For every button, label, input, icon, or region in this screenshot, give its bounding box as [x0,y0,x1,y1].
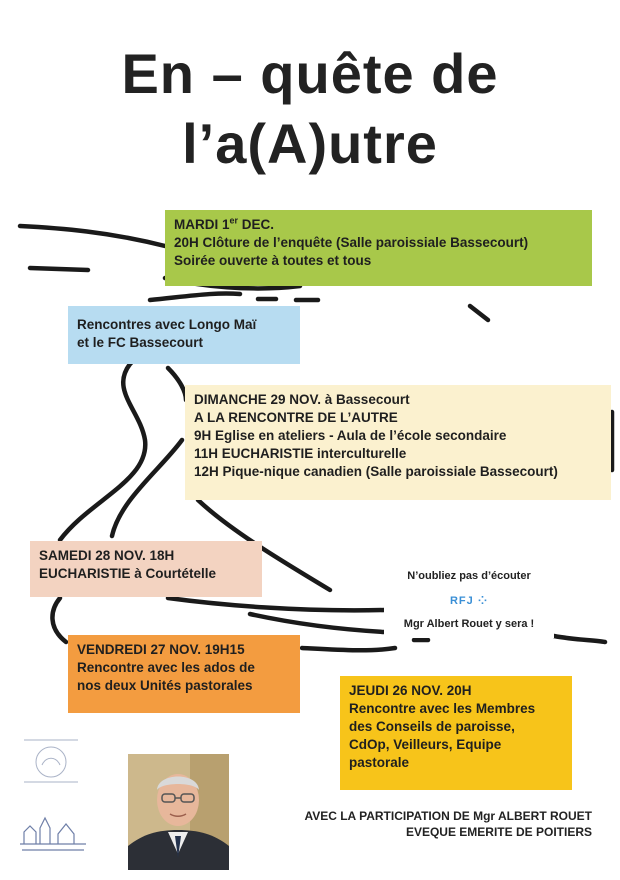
participation-line: EVEQUE EMERITE DE POITIERS [405,825,592,839]
event-date: DIMANCHE 29 NOV. à Bassecourt [194,392,410,407]
event-line: Rencontre avec les ados de [77,660,255,675]
event-box-dimanche [185,385,611,500]
parish-emblem-logo [16,732,86,788]
portrait-illustration [128,754,229,870]
event-box-mardi [165,210,592,286]
event-box-jeudi [340,676,572,790]
radio-notice-text: Mgr Albert Rouet y sera ! [403,618,535,630]
radio-logo: RFJ ⁘ [449,595,489,607]
poster-title-line2: l’a(A)utre [182,112,438,175]
poster-title-line1: En – quête de [121,42,499,105]
parish-church-logo [14,810,92,866]
event-date: SAMEDI 28 NOV. 18H [39,548,175,563]
event-date: JEUDI 26 NOV. 20H [349,683,472,698]
event-box-samedi [30,541,262,597]
event-line: Rencontre avec les Membres [349,701,536,716]
radio-notice-text: N’oubliez pas d’écouter [407,570,531,582]
event-line: Soirée ouverte à toutes et tous [174,253,372,268]
event-box-longo-mai [68,306,300,364]
event-date: VENDREDI 27 NOV. 19H15 [77,642,245,657]
event-line: 11H EUCHARISTIE interculturelle [194,446,407,461]
event-line: 20H Clôture de l’enquête (Salle paroissiale Bassecourt) [174,235,529,250]
event-date: MARDI 1er DEC. [174,215,275,232]
participation-line: AVEC LA PARTICIPATION DE Mgr ALBERT ROUET [304,809,592,823]
event-line: et le FC Bassecourt [77,335,204,350]
radio-waves-icon: ⁘ [477,595,489,607]
event-box-vendredi [68,635,300,713]
event-line: A LA RENCONTRE DE L’AUTRE [194,410,398,425]
radio-notice [384,560,554,638]
event-line: Rencontres avec Longo Maï [77,317,257,332]
event-line: pastorale [349,755,410,770]
portrait-photo [128,754,229,870]
event-line: CdOp, Veilleurs, Equipe [349,737,502,752]
participation-caption [240,808,592,840]
event-line: nos deux Unités pastorales [77,678,253,693]
event-line: 12H Pique-nique canadien (Salle paroissiale Bassecourt) [194,464,558,479]
event-line: EUCHARISTIE à Courtételle [39,566,217,581]
event-line: 9H Eglise en ateliers - Aula de l’école secondaire [194,428,507,443]
event-line: des Conseils de paroisse, [349,719,515,734]
